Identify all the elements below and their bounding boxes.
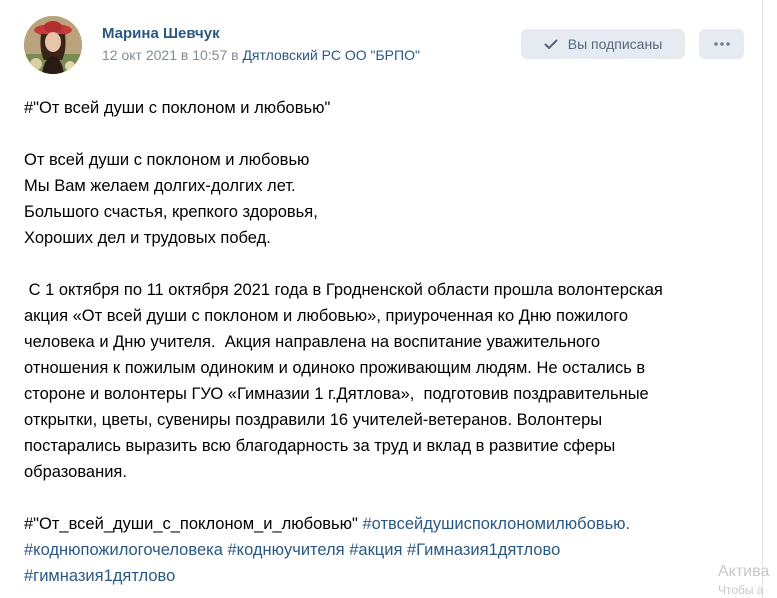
body-line: образования. <box>24 463 127 481</box>
author-name[interactable]: Марина Шевчук <box>102 25 220 42</box>
hashtag-suffix: . <box>625 515 631 533</box>
body-line: отношения к пожилым одиноким и одиноко проживающим людям. Не остались в <box>24 359 646 377</box>
avatar-image <box>24 16 82 74</box>
hashtag-link[interactable]: #коднюучителя <box>227 541 345 559</box>
group-link[interactable]: Дятловский РС ОО "БРПО" <box>242 47 420 63</box>
hashtags-line <box>24 537 744 563</box>
watermark-line-2: Чтобы а <box>718 583 764 597</box>
poem-line: Большого счастья, крепкого здоровья, <box>24 203 318 221</box>
check-icon <box>544 39 558 50</box>
body-line: С 1 октября по 11 октября 2021 года в Гродненской области прошла волонтерская <box>24 281 663 299</box>
body-line: открытки, цветы, сувениры поздравили 16 учителей-ветеранов. Волонтеры <box>24 411 603 429</box>
os-activation-watermark <box>718 563 769 597</box>
poem-line: От всей души с поклоном и любовью <box>24 151 310 169</box>
poem-line: Хороших дел и трудовых побед. <box>24 229 271 247</box>
more-horizontal-icon <box>714 42 730 46</box>
page-divider <box>762 0 763 598</box>
poem-line: Мы Вам желаем долгих-долгих лет. <box>24 177 296 195</box>
body-line: акция «От всей души с поклоном и любовью», приуроченная ко Дню пожилого <box>24 307 629 325</box>
hashtag-link[interactable]: #отвсейдушиспоклономилюбовью <box>362 515 626 533</box>
post-title-hashtag: #"От всей души с поклоном и любовью" <box>24 99 331 117</box>
body-line: стороне и волонтеры ГУО «Гимназии 1 г.Дятлова», подготовив поздравительные <box>24 385 649 403</box>
post-header <box>24 16 746 74</box>
subscribed-button[interactable] <box>521 29 685 59</box>
hashtags-line <box>24 563 744 589</box>
plain-hashtag-text: #"От_всей_души_с_поклоном_и_любовью" <box>24 515 358 533</box>
subscribed-button-label: Вы подписаны <box>567 36 663 52</box>
post-date[interactable]: 12 окт 2021 в 10:57 <box>102 47 228 63</box>
hashtag-link[interactable]: #акция <box>349 541 403 559</box>
body-line: человека и Дню учителя. Акция направлена на воспитание уважительного <box>24 333 601 351</box>
hashtag-link[interactable]: #коднюпожилогочеловека <box>24 541 223 559</box>
author-avatar[interactable] <box>24 16 82 74</box>
meta-in-word: в <box>231 47 239 63</box>
post-meta <box>102 47 420 63</box>
body-line: постарались выразить всю благодарность за труд и вклад в развитие сферы <box>24 437 616 455</box>
watermark-line-1: Актива <box>718 563 770 580</box>
hashtags-line <box>24 511 744 537</box>
hashtag-link[interactable]: #гимназия1дятлово <box>24 567 176 585</box>
more-options-button[interactable] <box>699 29 744 59</box>
post-text <box>24 95 744 589</box>
hashtag-link[interactable]: #Гимназия1дятлово <box>407 541 561 559</box>
